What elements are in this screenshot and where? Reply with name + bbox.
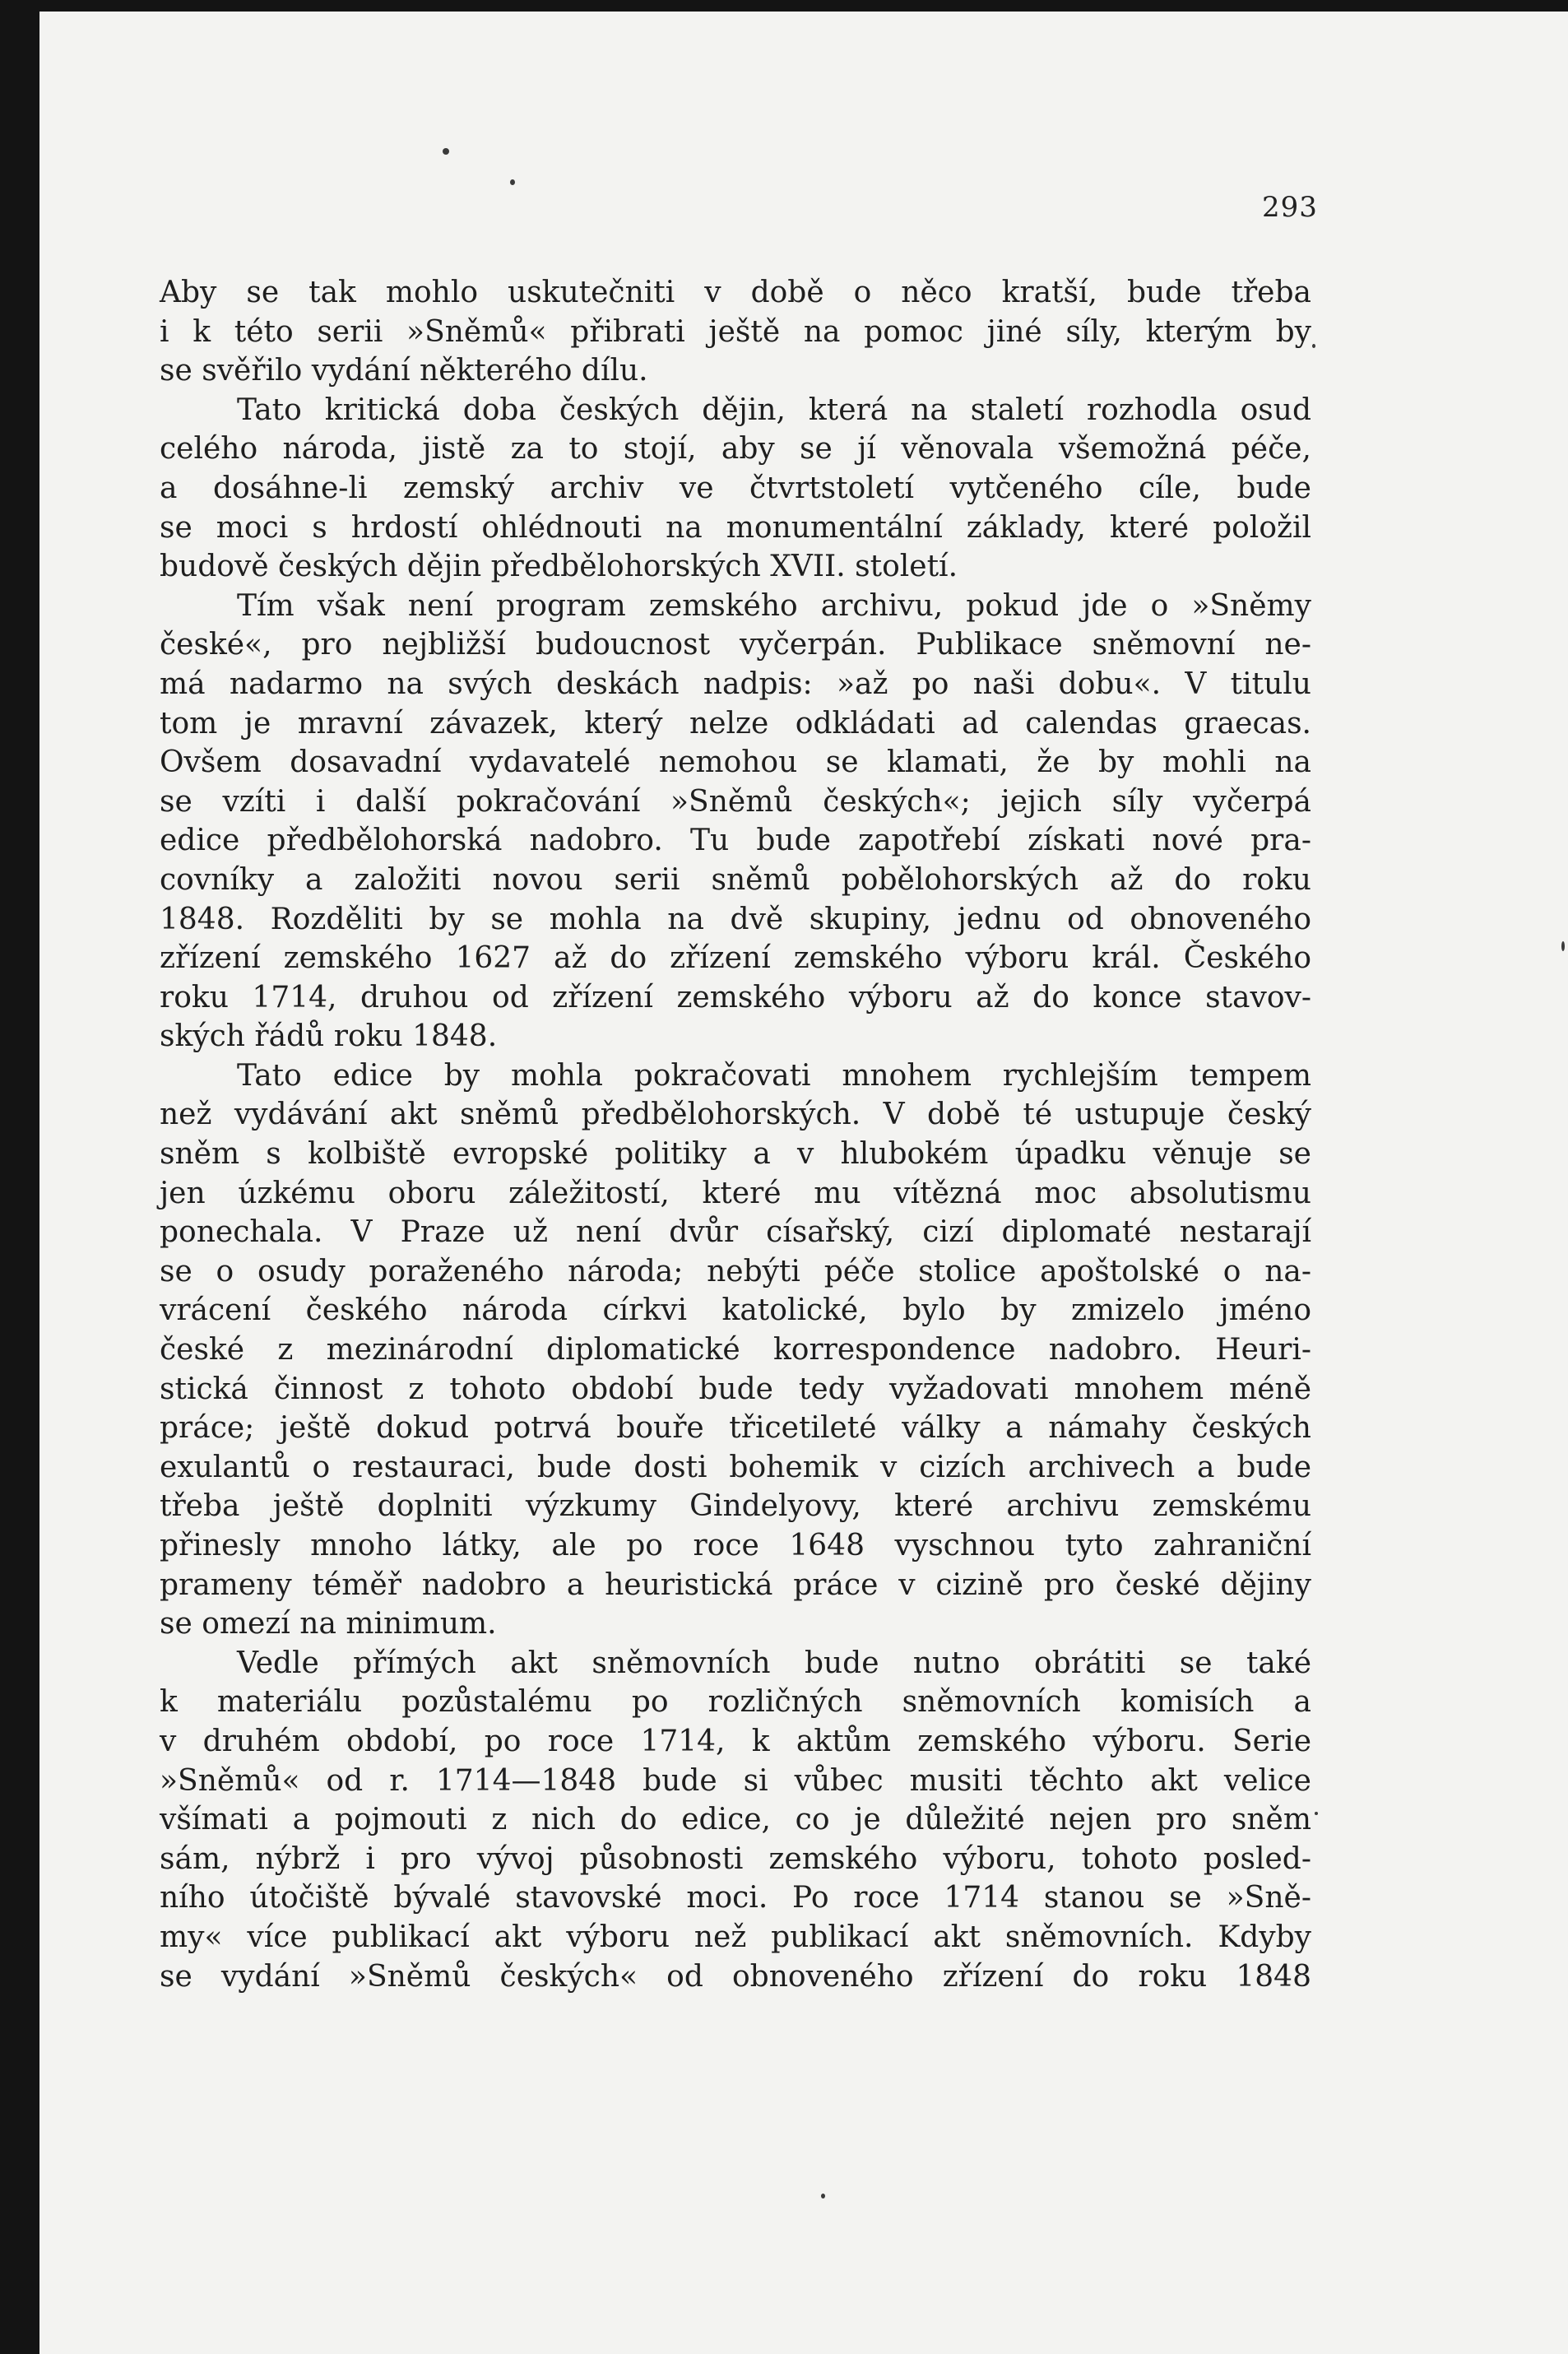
text-line: ního útočiště bývalé stavovské moci. Po roce 1714 stanou se »Sně- (160, 1881, 1311, 1915)
text-line: se omezí na minimum. (160, 1607, 497, 1641)
body-text (160, 273, 1311, 1996)
ink-speck (1312, 344, 1315, 348)
paragraph (160, 1056, 1311, 1644)
scanned-page (39, 12, 1568, 2354)
text-line: Ovšem dosavadní vydavatelé nemohou se klamati, že by mohli na (160, 745, 1311, 780)
text-line: se o osudy poraženého národa; nebýti péče stolice apoštolské o na- (160, 1254, 1311, 1288)
text-line: se vydání »Sněmů českých« od obnoveného zřízení do roku 1848 (160, 1959, 1311, 1994)
text-line: v druhém období, po roce 1714, k aktům zemského výboru. Serie (160, 1724, 1311, 1758)
text-line: i k této serii »Sněmů« přibrati ještě na pomoc jiné síly, kterým by (160, 314, 1311, 349)
ink-speck (510, 179, 515, 185)
text-line: zřízení zemského 1627 až do zřízení zemského výboru král. Českého (160, 941, 1311, 976)
text-line: roku 1714, druhou od zřízení zemského výboru až do konce stavov- (160, 980, 1311, 1014)
text-line: exulantů o restauraci, bude dosti bohemik v cizích archivech a bude (160, 1450, 1311, 1484)
text-line: a dosáhne-li zemský archiv ve čtvrtstoletí vytčeného cíle, bude (160, 471, 1311, 505)
text-line: Tato kritická doba českých dějin, která na staletí rozhodla osud (237, 392, 1311, 427)
paragraph (160, 587, 1311, 1056)
text-line: Tato edice by mohla pokračovati mnohem rychlejším tempem (237, 1058, 1311, 1093)
text-line: české z mezinárodní diplomatické korrespondence nadobro. Heuri- (160, 1333, 1311, 1367)
text-line: sám, nýbrž i pro vývoj působnosti zemského výboru, tohoto posled- (160, 1841, 1311, 1876)
text-line: práce; ještě dokud potrvá bouře třicetileté války a námahy českých (160, 1411, 1311, 1446)
text-line: české«, pro nejbližší budoucnost vyčerpán. Publikace sněmovní ne- (160, 628, 1311, 662)
paragraph (160, 273, 1311, 391)
ink-speck (821, 2194, 825, 2198)
paragraph (160, 391, 1311, 587)
ink-speck (443, 148, 449, 155)
text-line: než vydávání akt sněmů předbělohorských. V době té ustupuje český (160, 1098, 1311, 1132)
page-number: 293 (1262, 191, 1318, 224)
text-line: tom je mravní závazek, který nelze odkládati ad calendas graecas. (160, 706, 1311, 741)
text-line: jen úzkému oboru záležitostí, které mu vítězná moc absolutismu (160, 1176, 1311, 1210)
paragraph (160, 1644, 1311, 1996)
text-line: covníky a založiti novou serii sněmů pobělohorských až do roku (160, 862, 1311, 897)
text-line: sněm s kolbiště evropské politiky a v hlubokém úpadku věnuje se (160, 1137, 1311, 1172)
text-line: Vedle přímých akt sněmovních bude nutno obrátiti se také (237, 1646, 1311, 1680)
text-line: přinesly mnoho látky, ale po roce 1648 vyschnou tyto zahraniční (160, 1529, 1311, 1562)
text-line: celého národa, jistě za to stojí, aby se jí věnovala všemožná péče, (160, 432, 1311, 467)
text-line: třeba ještě doplniti výzkumy Gindelyovy, které archivu zemskému (160, 1489, 1311, 1524)
text-line: Tím však není program zemského archivu, pokud jde o »Sněmy (237, 588, 1311, 623)
text-line: 1848. Rozděliti by se mohla na dvě skupiny, jednu od obnoveného (160, 902, 1311, 936)
text-line: ských řádů roku 1848. (160, 1019, 498, 1054)
text-line: má nadarmo na svých deskách nadpis: »až po naši dobu«. V titulu (160, 666, 1311, 701)
text-line: všímati a pojmouti z nich do edice, co je důležité nejen pro sněm (160, 1803, 1311, 1837)
text-line: ponechala. V Praze už není dvůr císařský, cizí diplomaté nestarají (160, 1215, 1311, 1250)
ink-speck (1315, 1812, 1318, 1815)
text-line: se moci s hrdostí ohlédnouti na monumentální základy, které položil (160, 510, 1311, 545)
text-line: se svěřilo vydání některého dílu. (160, 354, 648, 388)
text-line: Aby se tak mohlo uskutečniti v době o něco kratší, bude třeba (160, 276, 1311, 309)
text-line: budově českých dějin předbělohorských XVII. století. (160, 550, 958, 584)
text-line: »Sněmů« od r. 1714—1848 bude si vůbec musiti těchto akt velice (160, 1763, 1311, 1798)
text-line: prameny téměř nadobro a heuristická práce v cizině pro české dějiny (160, 1567, 1311, 1602)
text-line: k materiálu pozůstalému po rozličných sněmovních komisích a (160, 1685, 1311, 1720)
text-line: vrácení českého národa církvi katolické, bylo by zmizelo jméno (160, 1293, 1311, 1328)
ink-speck (1561, 941, 1565, 951)
text-line: stická činnost z tohoto období bude tedy vyžadovati mnohem méně (160, 1372, 1311, 1406)
text-line: edice předbělohorská nadobro. Tu bude zapotřebí získati nové pra- (160, 824, 1311, 858)
text-line: se vzíti i další pokračování »Sněmů českých«; jejich síly vyčerpá (160, 784, 1311, 819)
text-line: my« více publikací akt výboru než publikací akt sněmovních. Kdyby (160, 1920, 1311, 1954)
